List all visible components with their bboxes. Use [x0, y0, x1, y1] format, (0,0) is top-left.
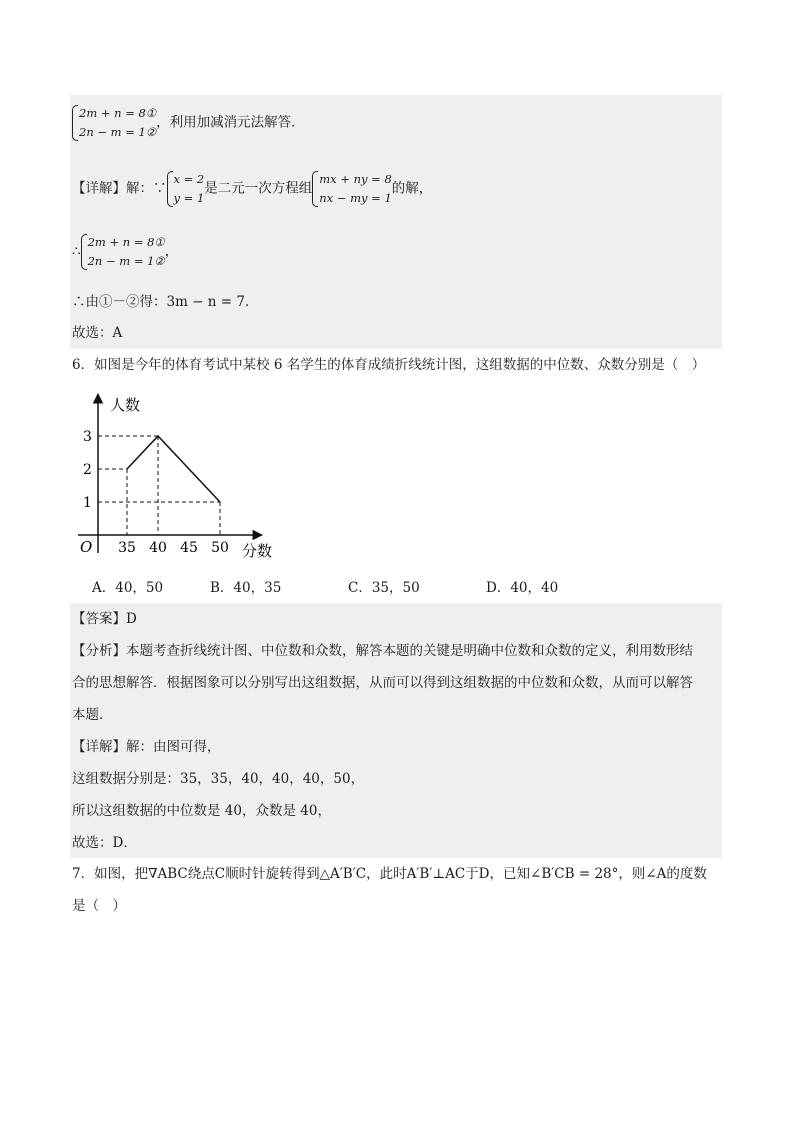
q6-answer: 【答案】D [72, 611, 137, 627]
q6-analysis-2: 合的思想解答．根据图象可以分别写出这组数据，从而可以得到这组数据的中位数和众数，从而可以解答 [72, 675, 693, 691]
solution-system: x = 2 y = 1 [167, 170, 205, 208]
y-axis-label: 人数 [110, 396, 141, 414]
option-d[interactable]: D．40，40 [486, 580, 559, 596]
q6-data-line: 这组数据分别是：35，35，40，40，40，50， [72, 771, 365, 787]
q7-stem-line-1: 7．如图，把∇ABC绕点C顺时针旋转得到△A′B′C，此时A′B′⊥AC于D，已知∠B′CB = 28°，则∠A的度数 [72, 866, 707, 882]
y-tick-label: 2 [83, 462, 92, 478]
system-2: ∴ 2m + n = 8① 2n − m = 1② ， [72, 233, 178, 271]
equation-system-mn: mx + ny = 8 nx − my = 1 [312, 170, 392, 208]
x-axis-label: 分数 [242, 542, 273, 560]
guide-lines [98, 436, 220, 535]
x-tick-labels [118, 540, 229, 556]
prev-choice: 故选：A [72, 325, 123, 341]
q6-line-chart [70, 388, 290, 568]
detail-line: 【详解】解：∵ x = 2 y = 1 是二元一次方程组 mx + ny = 8 nx − my = 1 的解， [72, 170, 432, 208]
x-tick-label: 40 [149, 540, 167, 556]
q6-result-line: 所以这组数据的中位数是 40，众数是 40， [72, 803, 331, 819]
q6-choice: 故选：D． [72, 835, 137, 851]
q6-analysis-3: 本题． [72, 707, 113, 723]
system-1: 2m + n = 8① 2n − m = 1② ，利用加减消元法解答． [72, 104, 305, 142]
q6-stem: 6．如图是今年的体育考试中某校 6 名学生的体育成绩折线统计图，这组数据的中位数、众数分别是（ ） [72, 357, 706, 373]
q6-analysis-1: 【分析】本题考查折线统计图、中位数和众数，解答本题的关键是明确中位数和众数的定义，利用数形结 [72, 643, 693, 659]
q6-detail: 【详解】解：由图可得， [72, 739, 221, 755]
option-b[interactable]: B．40，35 [210, 580, 282, 596]
y-tick-labels [83, 429, 92, 511]
option-c[interactable]: C．35，50 [348, 580, 420, 596]
equation-system-2: 2m + n = 8① 2n − m = 1② [81, 233, 165, 271]
y-tick-label: 3 [83, 429, 92, 445]
q7-stem-line-2: 是（ ） [72, 898, 126, 914]
y-tick-label: 1 [83, 495, 92, 511]
x-tick-label: 35 [118, 540, 136, 556]
elimination-step: ∴由①－②得：3m − n = 7． [72, 294, 259, 310]
x-tick-label: 50 [211, 540, 229, 556]
x-tick-label: 45 [180, 540, 198, 556]
series-line [127, 436, 220, 502]
option-a[interactable]: A．40，50 [92, 580, 164, 596]
origin-label: O [80, 538, 93, 556]
equation-system: 2m + n = 8① 2n − m = 1② [72, 104, 156, 142]
